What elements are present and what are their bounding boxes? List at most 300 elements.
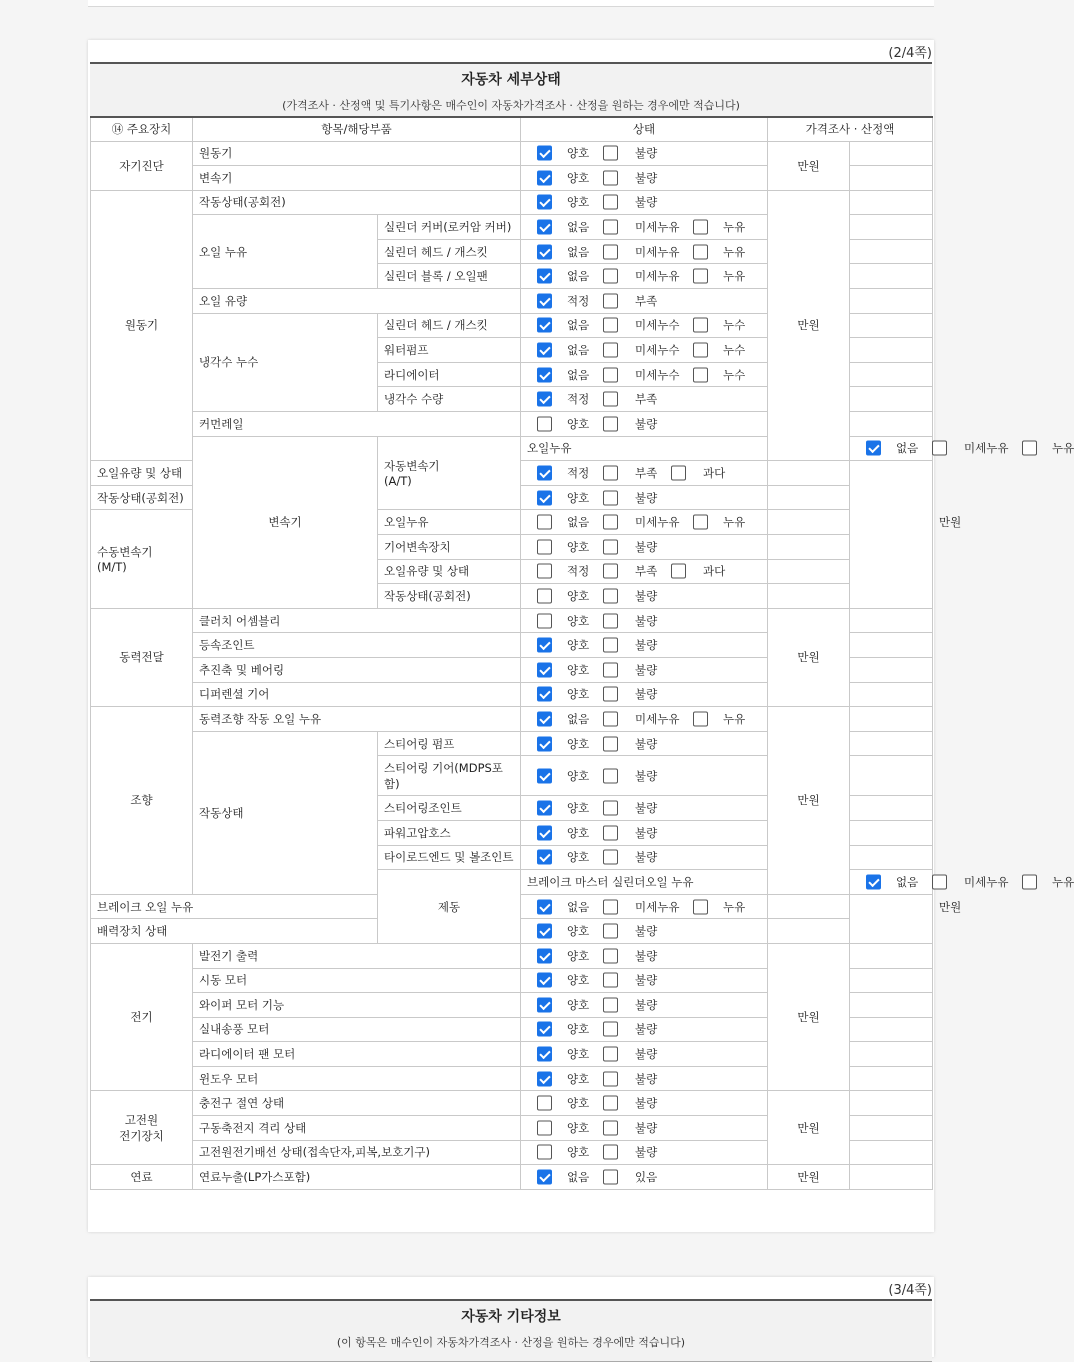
item-cell: 시동 모터 (193, 968, 521, 993)
status-cell (521, 215, 768, 240)
status-checkbox[interactable] (693, 269, 708, 284)
header-item: 항목/해당부품 (193, 117, 521, 141)
price-value-field[interactable] (850, 633, 933, 658)
status-checkbox[interactable] (537, 318, 552, 333)
status-checkbox[interactable] (603, 195, 618, 210)
price-value-field[interactable] (850, 166, 933, 191)
header-price: 가격조사 · 산정액 (768, 117, 933, 141)
item-cell: 작동상태 (193, 731, 378, 894)
status-cell (521, 485, 768, 510)
status-cell (521, 1140, 768, 1165)
status-label: 불량 (635, 948, 658, 963)
status-checkbox[interactable] (603, 973, 618, 988)
status-checkbox[interactable] (537, 416, 552, 431)
status-cell (521, 166, 768, 191)
status-checkbox[interactable] (932, 874, 947, 889)
item-cell: 자동변속기 (A/T) (378, 436, 521, 510)
status-label: 누유 (723, 711, 746, 726)
status-cell (521, 796, 768, 821)
status-checkbox[interactable] (603, 924, 618, 939)
status-checkbox[interactable] (1022, 441, 1037, 456)
status-checkbox[interactable] (693, 244, 708, 259)
status-label: 불량 (635, 850, 658, 865)
status-label: 양호 (567, 170, 590, 185)
sub-item-cell: 실린더 헤드 / 개스킷 (378, 239, 521, 264)
status-label: 없음 (567, 220, 590, 235)
status-checkbox[interactable] (537, 515, 552, 530)
status-label: 불량 (635, 687, 658, 702)
price-value-field[interactable] (850, 362, 933, 387)
status-cell (521, 968, 768, 993)
status-label: 불량 (635, 1022, 658, 1037)
price-value-field[interactable] (850, 1140, 933, 1165)
status-checkbox[interactable] (603, 825, 618, 840)
status-checkbox[interactable] (603, 588, 618, 603)
status-label: 누유 (723, 244, 746, 259)
status-label: 불량 (635, 195, 658, 210)
status-checkbox[interactable] (603, 343, 618, 358)
status-label: 불량 (635, 1120, 658, 1135)
status-cell (521, 608, 768, 633)
status-checkbox[interactable] (537, 638, 552, 653)
price-value-field[interactable] (850, 1066, 933, 1091)
status-checkbox[interactable] (537, 924, 552, 939)
status-checkbox[interactable] (603, 293, 618, 308)
price-value-field[interactable] (850, 313, 933, 338)
status-label: 누유 (723, 220, 746, 235)
status-label: 적정 (567, 466, 590, 481)
status-label: 불량 (635, 1047, 658, 1062)
status-checkbox[interactable] (537, 392, 552, 407)
group-cell: 변속기 (193, 436, 378, 608)
status-checkbox[interactable] (671, 466, 686, 481)
status-checkbox[interactable] (693, 711, 708, 726)
status-checkbox[interactable] (537, 195, 552, 210)
status-checkbox[interactable] (537, 948, 552, 963)
status-label: 양호 (567, 490, 590, 505)
status-checkbox[interactable] (537, 146, 552, 161)
status-checkbox[interactable] (603, 515, 618, 530)
status-label: 양호 (567, 768, 590, 783)
status-checkbox[interactable] (693, 899, 708, 914)
status-label: 과다 (703, 564, 726, 579)
status-checkbox[interactable] (603, 564, 618, 579)
status-label: 미세누수 (635, 343, 680, 358)
item-cell: 추진축 및 베어링 (193, 657, 521, 682)
price-value-field[interactable] (850, 707, 933, 732)
status-label: 누수 (723, 367, 746, 382)
status-checkbox[interactable] (537, 466, 552, 481)
status-cell (521, 239, 768, 264)
group-cell: 조향 (91, 707, 193, 895)
status-cell (521, 993, 768, 1018)
status-label: 없음 (567, 515, 590, 530)
section-title: 자동차 세부상태 (461, 72, 561, 88)
status-checkbox[interactable] (603, 736, 618, 751)
status-checkbox[interactable] (537, 244, 552, 259)
price-value-field[interactable] (768, 919, 850, 944)
status-checkbox[interactable] (603, 801, 618, 816)
price-value-field[interactable] (850, 387, 933, 412)
status-cell (521, 707, 768, 732)
status-checkbox[interactable] (603, 1145, 618, 1160)
status-cell (521, 584, 768, 609)
status-label: 양호 (567, 588, 590, 603)
status-cell (521, 657, 768, 682)
status-cell (521, 1165, 768, 1190)
status-label: 양호 (567, 1022, 590, 1037)
status-checkbox[interactable] (1022, 874, 1037, 889)
table-row (91, 608, 933, 633)
price-value-field[interactable] (768, 461, 850, 486)
status-label: 불량 (635, 146, 658, 161)
price-value-field[interactable] (850, 1116, 933, 1141)
status-checkbox[interactable] (537, 997, 552, 1012)
item-cell: 작동상태(공회전) (193, 190, 521, 215)
price-unit: 만원 (768, 190, 850, 461)
header-status: 상태 (521, 117, 768, 141)
status-label: 적정 (567, 293, 590, 308)
status-checkbox[interactable] (603, 1022, 618, 1037)
page-number: (2/4쪽) (888, 46, 932, 61)
status-cell (521, 682, 768, 707)
status-cell (521, 289, 768, 314)
status-label: 부족 (635, 466, 658, 481)
status-checkbox[interactable] (537, 588, 552, 603)
item-cell: 수동변속기 (M/T) (91, 510, 193, 608)
sub-item-cell: 실린더 커버(로커암 커버) (378, 215, 521, 240)
table-row (91, 190, 933, 215)
status-checkbox[interactable] (603, 539, 618, 554)
status-label: 양호 (567, 638, 590, 653)
page-other-info (88, 1277, 934, 1357)
status-checkbox[interactable] (866, 874, 881, 889)
price-unit: 만원 (768, 1165, 850, 1190)
status-label: 불량 (635, 736, 658, 751)
sub-item-cell: 오일누유 (378, 510, 521, 535)
status-checkbox[interactable] (603, 220, 618, 235)
sub-item-cell: 스티어링 기어(MDPS포 함) (378, 756, 521, 796)
section-title-2: 자동차 기타정보 (461, 1309, 561, 1325)
status-label: 없음 (567, 318, 590, 333)
status-label: 미세누유 (635, 711, 680, 726)
price-value-field[interactable] (850, 682, 933, 707)
status-checkbox[interactable] (603, 613, 618, 628)
sub-item-cell: 실린더 헤드 / 개스킷 (378, 313, 521, 338)
status-checkbox[interactable] (537, 1096, 552, 1111)
status-label: 불량 (635, 662, 658, 677)
status-label: 불량 (635, 638, 658, 653)
price-value-field[interactable] (768, 510, 850, 535)
status-cell (521, 633, 768, 658)
status-checkbox[interactable] (537, 850, 552, 865)
status-label: 없음 (567, 269, 590, 284)
status-checkbox[interactable] (537, 170, 552, 185)
status-label: 불량 (635, 1145, 658, 1160)
status-checkbox[interactable] (603, 269, 618, 284)
section-header-2 (90, 1299, 932, 1362)
status-label: 양호 (567, 948, 590, 963)
status-cell (521, 845, 768, 870)
status-checkbox[interactable] (537, 1022, 552, 1037)
status-checkbox[interactable] (537, 1120, 552, 1135)
section-subtitle-2: (이 항목은 매수인이 자동차가격조사 · 산정을 원하는 경우에만 적습니다) (336, 1336, 686, 1349)
status-cell (521, 756, 768, 796)
status-label: 누유 (723, 515, 746, 530)
status-checkbox[interactable] (537, 711, 552, 726)
group-cell: 고전원 전기장치 (91, 1091, 193, 1165)
price-value-field[interactable] (850, 993, 933, 1018)
status-label: 없음 (567, 711, 590, 726)
status-label: 미세누유 (964, 874, 1009, 889)
status-label: 양호 (567, 924, 590, 939)
status-checkbox[interactable] (603, 367, 618, 382)
table-row (91, 141, 933, 166)
item-cell: 와이퍼 모터 기능 (193, 993, 521, 1018)
status-checkbox[interactable] (693, 343, 708, 358)
table-row: 변속기 자동변속기 (A/T) 오일누유 없음 미세누유 누유 만원 (91, 436, 933, 461)
price-value-field[interactable] (850, 1165, 933, 1190)
price-value-field[interactable] (768, 559, 850, 584)
status-cell (521, 264, 768, 289)
price-value-field[interactable] (768, 894, 850, 919)
price-value-field[interactable] (850, 412, 933, 437)
status-checkbox[interactable] (603, 850, 618, 865)
price-value-field[interactable] (850, 1091, 933, 1116)
status-checkbox[interactable] (671, 564, 686, 579)
price-value-field[interactable] (850, 796, 933, 821)
status-label: 불량 (635, 588, 658, 603)
price-value-field[interactable] (850, 731, 933, 756)
price-value-field[interactable] (850, 338, 933, 363)
status-checkbox[interactable] (537, 825, 552, 840)
item-cell: 배력장치 상태 (91, 919, 378, 944)
sub-item-cell: 오일유량 및 상태 (378, 559, 521, 584)
status-checkbox[interactable] (603, 1170, 618, 1185)
status-cell (521, 461, 768, 486)
sub-item-cell: 냉각수 수량 (378, 387, 521, 412)
status-label: 누유 (723, 269, 746, 284)
item-cell: 브레이크 마스터 실린더오일 누유 (521, 870, 850, 895)
item-cell: 윈도우 모터 (193, 1066, 521, 1091)
condition-table (90, 116, 1074, 1190)
status-checkbox[interactable] (537, 539, 552, 554)
item-cell: 고전원전기배선 상태(접속단자,피복,보호기구) (193, 1140, 521, 1165)
price-value-field[interactable] (850, 1042, 933, 1067)
status-checkbox[interactable] (537, 367, 552, 382)
status-cell (521, 362, 768, 387)
price-value-field[interactable] (768, 535, 850, 560)
status-label: 부족 (635, 293, 658, 308)
price-value-field[interactable] (850, 190, 933, 215)
status-checkbox[interactable] (603, 392, 618, 407)
status-label: 불량 (635, 924, 658, 939)
status-checkbox[interactable] (932, 441, 947, 456)
item-cell: 냉각수 누수 (193, 313, 378, 411)
status-label: 미세누유 (635, 244, 680, 259)
status-checkbox[interactable] (537, 1071, 552, 1086)
status-checkbox[interactable] (603, 638, 618, 653)
status-cell (521, 141, 768, 166)
status-label: 누수 (723, 318, 746, 333)
sub-item-cell: 워터펌프 (378, 338, 521, 363)
item-cell: 오일 누유 (193, 215, 378, 289)
item-cell: 연료누출(LP가스포함) (193, 1165, 521, 1190)
status-label: 양호 (567, 1120, 590, 1135)
status-checkbox[interactable] (603, 416, 618, 431)
price-value-field[interactable] (850, 289, 933, 314)
item-cell: 발전기 출력 (193, 943, 521, 968)
group-cell: 동력전달 (91, 608, 193, 706)
status-checkbox[interactable] (537, 973, 552, 988)
status-checkbox[interactable] (603, 1071, 618, 1086)
status-cell (521, 412, 768, 437)
price-value-field[interactable] (850, 141, 933, 166)
status-cell (521, 535, 768, 560)
price-unit: 만원 (768, 608, 850, 706)
status-checkbox[interactable] (537, 768, 552, 783)
sub-item-cell: 타이로드엔드 및 볼조인트 (378, 845, 521, 870)
price-value-field[interactable] (850, 756, 933, 796)
status-checkbox[interactable] (693, 367, 708, 382)
status-checkbox[interactable] (537, 687, 552, 702)
price-value-field[interactable] (768, 485, 850, 510)
sub-item-cell: 스티어링조인트 (378, 796, 521, 821)
status-checkbox[interactable] (537, 899, 552, 914)
sub-item-cell: 실린더 블록 / 오일팬 (378, 264, 521, 289)
sub-item-cell: 스티어링 펌프 (378, 731, 521, 756)
status-checkbox[interactable] (603, 1047, 618, 1062)
table-header-row (91, 117, 933, 141)
sub-item-cell: 기어변속장치 (378, 535, 521, 560)
item-cell: 라디에이터 팬 모터 (193, 1042, 521, 1067)
price-value-field[interactable] (850, 1017, 933, 1042)
price-value-field[interactable] (850, 943, 933, 968)
section-subtitle: (가격조사 · 산정액 및 특기사항은 매수인이 자동차가격조사 · 산정을 원하는 경우에만 적습니다) (282, 99, 740, 112)
status-label: 누유 (1052, 441, 1074, 456)
status-cell (850, 436, 1074, 461)
price-value-field[interactable] (850, 820, 933, 845)
status-checkbox[interactable] (537, 1145, 552, 1160)
price-value-field[interactable] (850, 264, 933, 289)
status-checkbox[interactable] (537, 269, 552, 284)
status-label: 양호 (567, 195, 590, 210)
item-cell: 실내송풍 모터 (193, 1017, 521, 1042)
price-value-field[interactable] (850, 215, 933, 240)
item-cell: 변속기 (193, 166, 521, 191)
status-label: 적정 (567, 564, 590, 579)
group-cell: 제동 (378, 870, 521, 944)
status-checkbox[interactable] (603, 948, 618, 963)
price-unit: 만원 (768, 141, 850, 190)
table-row (91, 707, 933, 732)
status-checkbox[interactable] (693, 515, 708, 530)
price-value-field[interactable] (850, 657, 933, 682)
status-checkbox[interactable] (537, 736, 552, 751)
status-checkbox[interactable] (603, 687, 618, 702)
status-label: 누유 (1052, 874, 1074, 889)
status-checkbox[interactable] (603, 662, 618, 677)
status-checkbox[interactable] (537, 613, 552, 628)
item-cell: 원동기 (193, 141, 521, 166)
item-cell: 동력조향 작동 오일 누유 (193, 707, 521, 732)
price-value-field[interactable] (768, 584, 850, 609)
status-label: 미세누유 (635, 269, 680, 284)
status-label: 미세누수 (635, 318, 680, 333)
status-checkbox[interactable] (537, 1047, 552, 1062)
sub-item-cell: 작동상태(공회전) (378, 584, 521, 609)
status-label: 불량 (635, 825, 658, 840)
status-label: 미세누유 (635, 515, 680, 530)
status-checkbox[interactable] (866, 441, 881, 456)
status-checkbox[interactable] (603, 146, 618, 161)
status-cell (521, 894, 768, 919)
status-cell (521, 1042, 768, 1067)
status-checkbox[interactable] (537, 662, 552, 677)
status-checkbox[interactable] (603, 768, 618, 783)
status-label: 과다 (703, 466, 726, 481)
status-checkbox[interactable] (537, 293, 552, 308)
status-label: 불량 (635, 170, 658, 185)
status-checkbox[interactable] (603, 1096, 618, 1111)
group-cell: 연료 (91, 1165, 193, 1190)
price-value-field[interactable] (850, 608, 933, 633)
status-checkbox[interactable] (537, 343, 552, 358)
status-cell (521, 1091, 768, 1116)
status-checkbox[interactable] (693, 220, 708, 235)
price-value-field[interactable] (850, 968, 933, 993)
status-checkbox[interactable] (603, 899, 618, 914)
status-label: 누유 (723, 899, 746, 914)
status-checkbox[interactable] (537, 490, 552, 505)
status-checkbox[interactable] (603, 711, 618, 726)
status-checkbox[interactable] (537, 220, 552, 235)
status-label: 미세누유 (635, 899, 680, 914)
status-checkbox[interactable] (603, 1120, 618, 1135)
status-checkbox[interactable] (693, 318, 708, 333)
sub-item-cell: 파워고압호스 (378, 820, 521, 845)
price-unit: 만원 (768, 943, 850, 1091)
page-detail-condition (88, 40, 1074, 1232)
status-label: 없음 (567, 244, 590, 259)
status-cell (521, 313, 768, 338)
status-checkbox[interactable] (603, 997, 618, 1012)
status-label: 양호 (567, 1047, 590, 1062)
status-label: 불량 (635, 768, 658, 783)
status-cell (521, 731, 768, 756)
price-value-field[interactable] (850, 845, 933, 870)
status-cell (521, 1116, 768, 1141)
group-cell: 원동기 (91, 190, 193, 461)
status-checkbox[interactable] (603, 170, 618, 185)
status-label: 없음 (567, 367, 590, 382)
price-value-field[interactable] (850, 239, 933, 264)
status-checkbox[interactable] (603, 490, 618, 505)
price-unit: 만원 (768, 1091, 850, 1165)
item-cell: 구동축전지 격리 상태 (193, 1116, 521, 1141)
status-label: 양호 (567, 613, 590, 628)
status-label: 양호 (567, 1071, 590, 1086)
status-checkbox[interactable] (537, 1170, 552, 1185)
status-checkbox[interactable] (603, 244, 618, 259)
status-checkbox[interactable] (603, 466, 618, 481)
status-checkbox[interactable] (603, 318, 618, 333)
page-number-2: (3/4쪽) (888, 1283, 932, 1298)
status-checkbox[interactable] (537, 564, 552, 579)
status-label: 불량 (635, 1071, 658, 1086)
status-checkbox[interactable] (537, 801, 552, 816)
status-label: 양호 (567, 850, 590, 865)
